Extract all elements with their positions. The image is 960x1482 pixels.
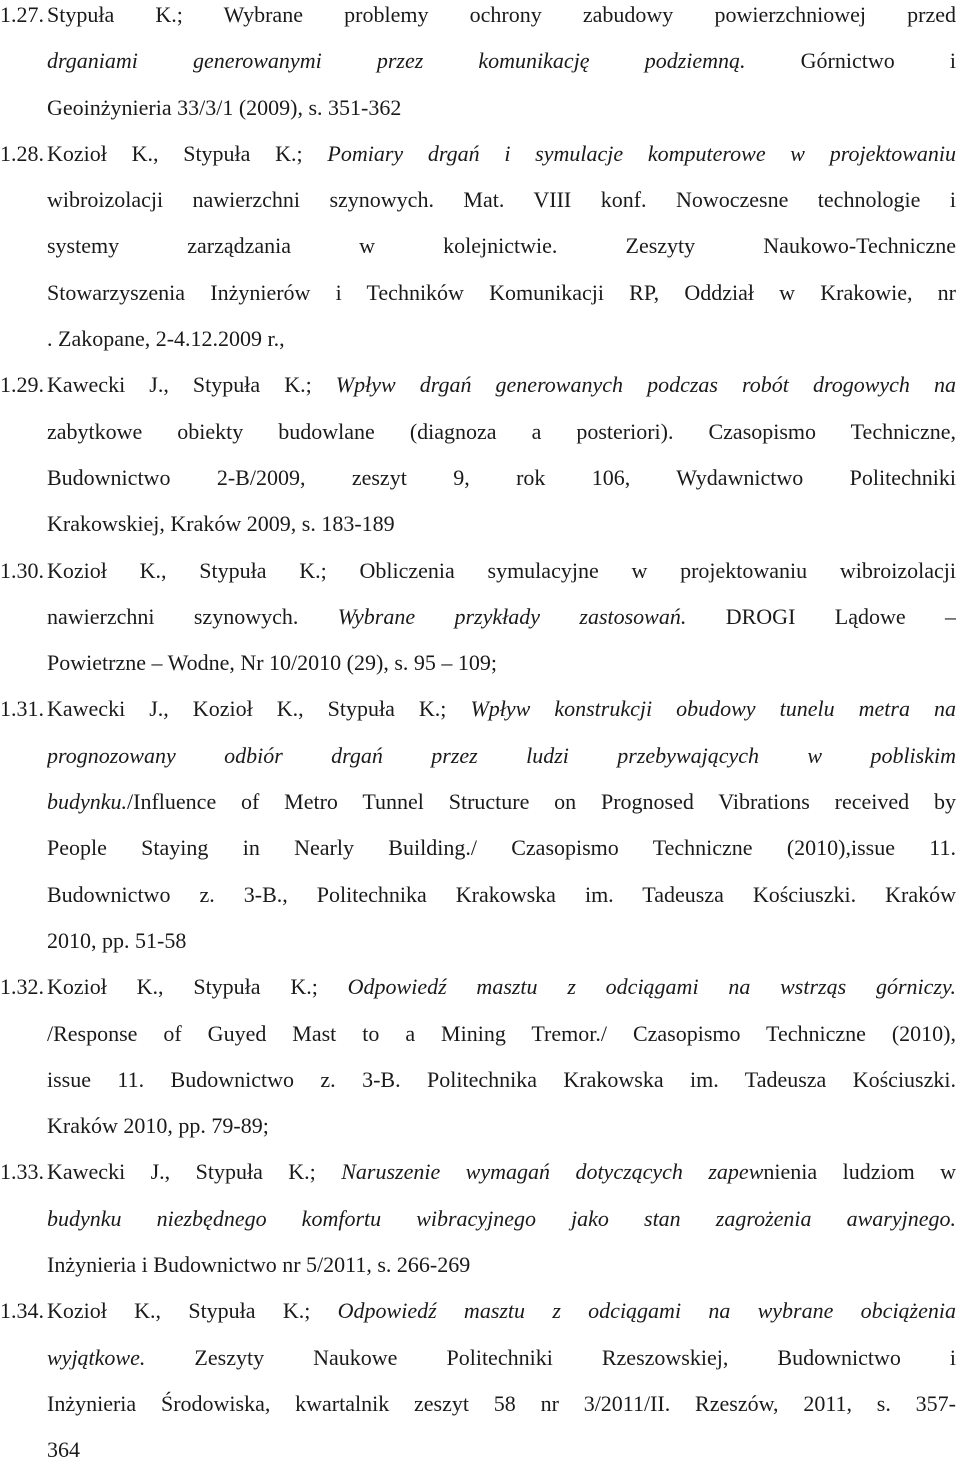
reference-line [47, 231, 956, 277]
reference-title-text: Naruszenie wymagań dotyczących zapew [341, 1159, 764, 1185]
reference-line [47, 648, 956, 694]
reference-text: systemy zarządzania w kolejnictwie. Zeszyty Naukowo-Techniczne [47, 233, 956, 259]
reference-line [47, 1389, 956, 1435]
reference-text: Kawecki J., Stypuła K.; [47, 1159, 342, 1185]
reference-title-text: budynku niezbędnego komfortu wibracyjnego jako stan zagrożenia awaryjnego. [47, 1205, 956, 1231]
reference-line [47, 694, 956, 740]
reference-text: 364 [47, 1437, 80, 1463]
reference-entry [0, 370, 960, 555]
reference-entry [0, 1157, 960, 1296]
reference-number: 1.31. [0, 696, 44, 722]
reference-text: Budownictwo z. 3-B., Politechnika Krakowska im. Tadeusza Kościuszki. Kraków [47, 881, 956, 907]
reference-line [47, 741, 956, 787]
reference-entry [0, 1296, 960, 1481]
reference-text: Zeszyty Naukowe Politechniki Rzeszowskiej, Budownictwo i [145, 1344, 956, 1370]
reference-line [47, 833, 956, 879]
reference-line [47, 1157, 956, 1203]
reference-entry [0, 972, 960, 1157]
reference-text: Budownictwo 2-B/2009, zeszyt 9, rok 106, Wydawnictwo Politechniki [47, 464, 956, 490]
reference-number: 1.30. [0, 557, 44, 583]
reference-title-text: drganiami generowanymi przez komunikację podziemną. [47, 48, 746, 74]
reference-line [47, 417, 956, 463]
reference-text: Krakowskiej, Kraków 2009, s. 183-189 [47, 511, 395, 537]
reference-title-text: Odpowiedź masztu z odciągami na wybrane obciążenia [337, 1298, 956, 1324]
reference-text: Inżynieria i Budownictwo nr 5/2011, s. 266-269 [47, 1252, 471, 1278]
reference-line [47, 93, 956, 139]
reference-line [47, 1111, 956, 1157]
reference-line [47, 972, 956, 1018]
reference-number: 1.29. [0, 372, 44, 398]
reference-line [47, 602, 956, 648]
reference-text: Kozioł K., Stypuła K.; [47, 974, 348, 1000]
reference-number: 1.34. [0, 1298, 44, 1324]
reference-text: Górnictwo i [745, 48, 956, 74]
reference-text: Kraków 2010, pp. 79-89; [47, 1113, 269, 1139]
reference-line [47, 556, 956, 602]
reference-line [47, 1065, 956, 1111]
reference-text: Kozioł K., Stypuła K.; Obliczenia symulacyjne w projektowaniu wibroizolacji [47, 557, 956, 583]
reference-title-text: prognozowany odbiór drgań przez ludzi przebywających w pobliskim [47, 742, 956, 768]
reference-text: Kawecki J., Kozioł K., Stypuła K.; [47, 696, 471, 722]
reference-text: DROGI Lądowe – [686, 603, 956, 629]
reference-line [47, 509, 956, 555]
reference-text: wibroizolacji nawierzchni szynowych. Mat. VIII konf. Nowoczesne technologie i [47, 187, 956, 213]
reference-text: issue 11. Budownictwo z. 3-B. Politechnika Krakowska im. Tadeusza Kościuszki. [47, 1066, 956, 1092]
reference-text: Stypuła K.; Wybrane problemy ochrony zabudowy powierzchniowej przed [47, 2, 956, 27]
reference-text: . Zakopane, 2-4.12.2009 r., [47, 326, 285, 352]
reference-title-text: Wybrane przykłady zastosowań. [337, 603, 687, 629]
reference-line [47, 0, 956, 46]
reference-title-text: Odpowiedź masztu z odciągami na wstrząs górniczy. [347, 974, 956, 1000]
reference-line [47, 880, 956, 926]
reference-number: 1.33. [0, 1159, 44, 1185]
reference-text: People Staying in Nearly Building./ Czasopismo Techniczne (2010),issue 11. [47, 835, 956, 861]
reference-text: Powietrzne – Wodne, Nr 10/2010 (29), s. 95 – 109; [47, 650, 497, 676]
reference-number: 1.32. [0, 974, 44, 1000]
reference-number: 1.27. [0, 2, 44, 27]
reference-text: Stowarzyszenia Inżynierów i Techników Komunikacji RP, Oddział w Krakowie, nr [47, 279, 956, 305]
reference-entry [0, 694, 960, 972]
reference-title-text: budynku. [47, 789, 128, 815]
reference-line [47, 1019, 956, 1065]
reference-text: Kozioł K., Stypuła K.; [47, 1298, 338, 1324]
reference-text: nienia ludziom w [763, 1159, 956, 1185]
reference-text: Geoinżynieria 33/3/1 (2009), s. 351-362 [47, 94, 402, 120]
reference-text: 2010, pp. 51-58 [47, 927, 187, 953]
reference-line [47, 1435, 956, 1481]
reference-entry [0, 0, 960, 139]
reference-line [47, 1343, 956, 1389]
reference-text: /Response of Guyed Mast to a Mining Tremor./ Czasopismo Techniczne (2010), [47, 1020, 956, 1046]
reference-text: /Influence of Metro Tunnel Structure on Prognosed Vibrations received by [127, 789, 956, 815]
reference-entry [0, 556, 960, 695]
reference-line [47, 370, 956, 416]
reference-title-text: wyjątkowe. [47, 1344, 146, 1370]
reference-line [47, 46, 956, 92]
reference-text: zabytkowe obiekty budowlane (diagnoza a posteriori). Czasopismo Techniczne, [47, 418, 956, 444]
reference-text: nawierzchni szynowych. [47, 603, 338, 629]
reference-title-text: Wpływ konstrukcji obudowy tunelu metra na [470, 696, 956, 722]
reference-title-text: Pomiary drgań i symulacje komputerowe w projektowaniu [327, 140, 956, 166]
reference-line [47, 926, 956, 972]
reference-line [47, 463, 956, 509]
reference-line [47, 1250, 956, 1296]
reference-line [47, 1296, 956, 1342]
reference-line [47, 787, 956, 833]
reference-line [47, 139, 956, 185]
reference-number: 1.28. [0, 140, 44, 166]
reference-text: Inżynieria Środowiska, kwartalnik zeszyt 58 nr 3/2011/II. Rzeszów, 2011, s. 357- [47, 1390, 956, 1416]
reference-text: Kozioł K., Stypuła K.; [47, 140, 328, 166]
reference-line [47, 324, 956, 370]
reference-line [47, 278, 956, 324]
reference-text: Kawecki J., Stypuła K.; [47, 372, 336, 398]
reference-title-text: Wpływ drgań generowanych podczas robót drogowych na [335, 372, 956, 398]
reference-entry [0, 139, 960, 370]
reference-line [47, 185, 956, 231]
reference-line [47, 1204, 956, 1250]
